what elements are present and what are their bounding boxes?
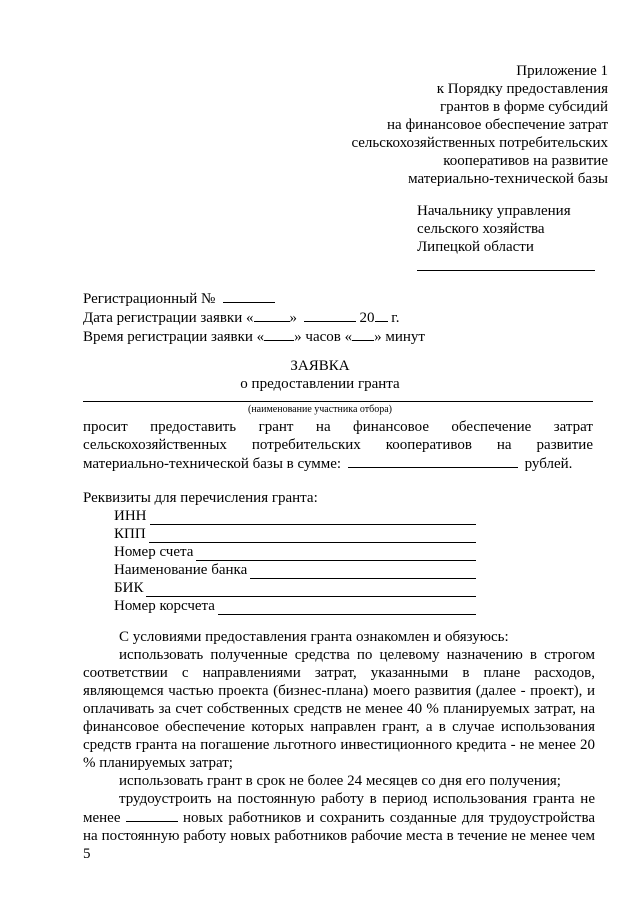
appendix-line: на финансовое обеспечение затрат xyxy=(387,117,608,133)
new-workers-count-blank[interactable] xyxy=(126,808,178,822)
requisite-label: Номер корсчета xyxy=(114,598,215,614)
registration-date-label: Дата регистрации заявки « xyxy=(83,310,254,326)
requisite-label: Наименование банка xyxy=(114,562,248,578)
requisite-label: ИНН xyxy=(114,508,147,524)
registration-number-label: Регистрационный № xyxy=(83,291,216,307)
registration-month-blank[interactable] xyxy=(304,308,356,322)
requisite-row-corr-account xyxy=(114,597,476,615)
registration-date-mid: » xyxy=(289,310,298,326)
registration-time-hours: » часов « xyxy=(294,329,353,345)
registration-year-blank[interactable] xyxy=(375,308,388,322)
addressee-block xyxy=(417,202,595,271)
requisite-corr-account-blank[interactable] xyxy=(218,601,476,615)
registration-year-prefix: 20 xyxy=(359,310,375,326)
addressee-line: Начальнику управления xyxy=(417,203,571,219)
requisite-bank-blank[interactable] xyxy=(250,565,476,579)
requisite-kpp-blank[interactable] xyxy=(149,529,476,543)
requisites-list xyxy=(114,507,476,615)
requisite-inn-blank[interactable] xyxy=(150,511,477,525)
terms-employment-b: новых работников и сохранить созданные для трудоустройства на постоянную работу новых работников рабочие места в течение не менее чем 5 xyxy=(83,810,596,862)
appendix-line: кооперативов на развитие xyxy=(443,153,608,169)
registration-block xyxy=(83,289,425,346)
registration-number-blank[interactable] xyxy=(223,289,275,303)
registration-time-minutes: » минут xyxy=(374,329,425,345)
terms-section xyxy=(83,628,595,863)
registration-minutes-blank[interactable] xyxy=(352,327,374,341)
appendix-line: к Порядку предоставления xyxy=(436,81,608,97)
appendix-line: материально-технической базы xyxy=(408,171,608,187)
requisite-row-bik xyxy=(114,579,476,597)
registration-time-row xyxy=(83,327,425,346)
terms-intro: С условиями предоставления гранта ознакомлен и обязуюсь: xyxy=(119,629,509,645)
requisite-row-account xyxy=(114,543,476,561)
document-title xyxy=(0,357,640,393)
request-line: сельскохозяйственных потребительских кооперативов на развитие xyxy=(83,437,593,453)
addressee-line: сельского хозяйства xyxy=(417,221,545,237)
requisites-heading: Реквизиты для перечисления гранта: xyxy=(83,490,318,506)
participant-name-caption: (наименование участника отбора) xyxy=(248,404,392,415)
addressee-signature-blank[interactable] xyxy=(417,260,595,271)
registration-day-blank[interactable] xyxy=(254,308,290,322)
title-sub: о предоставлении гранта xyxy=(240,376,400,392)
requisite-label: КПП xyxy=(114,526,146,542)
appendix-line: сельскохозяйственных потребительских xyxy=(351,135,608,151)
registration-number-row xyxy=(83,289,425,308)
terms-paragraph: использовать грант в срок не более 24 месяцев со дня его получения; xyxy=(119,773,561,789)
request-amount-prefix: материально-технической базы в сумме: xyxy=(83,456,342,472)
terms-paragraph-employment xyxy=(83,790,595,863)
appendix-header xyxy=(351,62,608,188)
registration-year-suffix: г. xyxy=(391,310,400,326)
registration-date-row xyxy=(83,308,425,327)
request-amount-blank[interactable] xyxy=(348,454,518,468)
request-line: просит предоставить грант на финансовое обеспечение затрат xyxy=(83,419,593,435)
registration-hours-blank[interactable] xyxy=(264,327,294,341)
title-main: ЗАЯВКА xyxy=(290,358,350,374)
registration-time-label: Время регистрации заявки « xyxy=(83,329,265,345)
requisite-label: БИК xyxy=(114,580,144,596)
requisite-bik-blank[interactable] xyxy=(146,583,476,597)
terms-employment-a: трудоустроить на постоянную работу в период использования гранта не менее xyxy=(83,791,595,826)
request-paragraph xyxy=(83,418,593,473)
appendix-line: Приложение 1 xyxy=(516,63,608,79)
requisite-row-kpp xyxy=(114,525,476,543)
requisite-account-blank[interactable] xyxy=(196,547,476,561)
participant-name-blank[interactable] xyxy=(83,401,593,402)
requisite-row-bank xyxy=(114,561,476,579)
addressee-line: Липецкой области xyxy=(417,239,534,255)
requisite-label: Номер счета xyxy=(114,544,194,560)
request-amount-row xyxy=(83,454,593,473)
request-amount-suffix: рублей. xyxy=(524,456,573,472)
appendix-line: грантов в форме субсидий xyxy=(439,99,608,115)
requisite-row-inn xyxy=(114,507,476,525)
terms-paragraph: использовать полученные средства по целевому назначению в строгом соответствии с направлениями затрат, указанными в плане расходов, являющемся частью проекта (бизнес-плана) моего развития (далее - проект), и оплачивать за счет собственных средств не менее 40 % планируемых затрат, на финансовое обеспечение которых направлен грант, а в случае использования средств гранта на погашение льготного инвестиционного кредита - не менее 20 % планируемых затрат; xyxy=(83,647,595,771)
